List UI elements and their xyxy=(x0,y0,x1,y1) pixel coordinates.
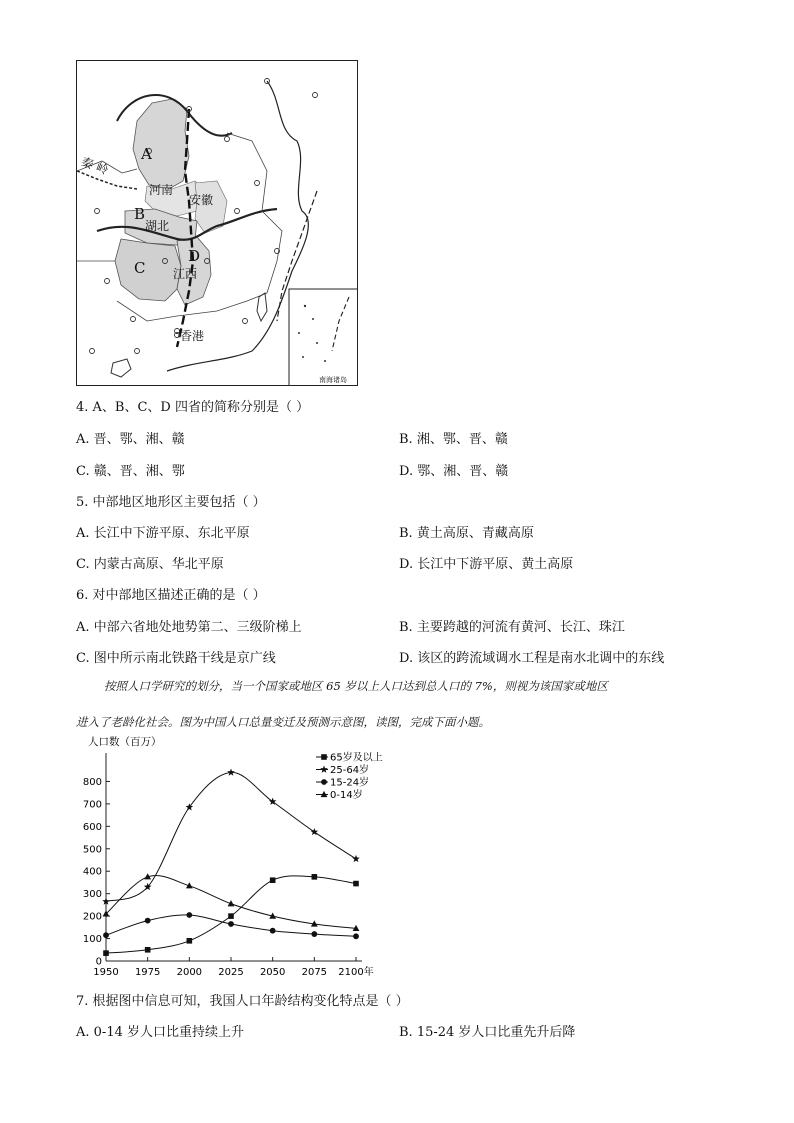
data-point-2 xyxy=(145,918,151,924)
question-4-option-d[interactable]: D. 鄂、湘、晋、赣 xyxy=(399,464,509,479)
data-point-0 xyxy=(353,881,359,887)
legend-label: 0-14岁 xyxy=(330,790,363,801)
map-label-c: C xyxy=(134,259,146,277)
map-label-b: B xyxy=(134,205,146,223)
south-china-sea-inset xyxy=(289,289,358,386)
data-point-0 xyxy=(145,947,151,953)
question-5-option-d[interactable]: D. 长江中下游平原、黄土高原 xyxy=(399,557,574,572)
question-7-stem: 7. 根据图中信息可知，我国人口年龄结构变化特点是（ ） xyxy=(76,994,409,1009)
y-tick-label: 800 xyxy=(82,776,102,788)
question-6-stem: 6. 对中部地区描述正确的是（ ） xyxy=(76,588,266,603)
map-label-jiangxi: 江西 xyxy=(173,267,198,281)
question-4-option-b[interactable]: B. 湘、鄂、晋、赣 xyxy=(399,432,508,447)
data-point-2 xyxy=(353,933,359,939)
question-6-option-d[interactable]: D. 该区的跨流域调水工程是南水北调中的东线 xyxy=(399,651,665,666)
x-tick-label: 2025 xyxy=(218,967,244,978)
map-drawing xyxy=(77,61,358,386)
legend-label: 15-24岁 xyxy=(330,777,370,789)
province-a-shape xyxy=(133,99,189,189)
qinling-mountains xyxy=(77,171,137,189)
map-label-hongkong: 香港 xyxy=(180,329,205,343)
chart-legend xyxy=(316,751,383,802)
map-label-henan: 河南 xyxy=(149,183,174,197)
data-point-0 xyxy=(187,938,193,944)
map-label-hubei: 湖北 xyxy=(145,219,170,233)
question-4-option-c[interactable]: C. 赣、晋、湘、鄂 xyxy=(76,464,185,479)
china-central-region-map xyxy=(76,60,358,386)
series-line-1 xyxy=(106,772,356,901)
data-point-2 xyxy=(228,921,234,927)
population-chart xyxy=(76,735,386,985)
legend-marker xyxy=(321,779,327,785)
question-5-stem: 5. 中部地区地形区主要包括（ ） xyxy=(76,495,266,510)
y-tick-label: 600 xyxy=(82,821,102,833)
question-6-option-b[interactable]: B. 主要跨越的河流有黄河、长江、珠江 xyxy=(399,620,625,635)
question-5-option-b[interactable]: B. 黄土高原、青藏高原 xyxy=(399,526,534,541)
question-4-option-a[interactable]: A. 晋、鄂、湘、赣 xyxy=(76,432,185,447)
legend-marker xyxy=(321,754,327,760)
question-5-option-c[interactable]: C. 内蒙古高原、华北平原 xyxy=(76,557,224,572)
question-4-stem: 4. A、B、C、D 四省的简称分别是（ ） xyxy=(76,400,310,415)
intro-line-2: 进入了老龄化社会。图为中国人口总量变迁及预测示意图，读图，完成下面小题。 xyxy=(76,715,490,729)
y-tick-label: 100 xyxy=(82,934,102,946)
legend-label: 25-64岁 xyxy=(330,765,370,776)
data-point-2 xyxy=(186,912,192,918)
data-point-0 xyxy=(228,913,234,919)
legend-marker xyxy=(320,766,328,773)
data-point-2 xyxy=(311,931,317,937)
intro-line-1: 按照人口学研究的划分，当一个国家或地区 65 岁以上人口达到总人口的 7%，则视为该国家或地区 xyxy=(104,679,608,693)
data-point-1 xyxy=(227,768,235,775)
x-tick-label: 2100年 xyxy=(338,967,374,978)
data-point-0 xyxy=(103,950,109,956)
province-c-shape xyxy=(115,239,181,301)
y-tick-label: 500 xyxy=(82,844,102,856)
y-tick-label: 400 xyxy=(82,866,102,878)
data-point-2 xyxy=(270,928,276,934)
question-7-option-b[interactable]: B. 15-24 岁人口比重先升后降 xyxy=(399,1025,576,1040)
question-7-option-a[interactable]: A. 0-14 岁人口比重持续上升 xyxy=(76,1025,244,1040)
data-point-0 xyxy=(270,877,276,883)
data-point-2 xyxy=(103,932,109,938)
y-tick-label: 200 xyxy=(82,911,102,923)
legend-label: 65岁及以上 xyxy=(330,752,383,764)
map-label-nanhai: 南海诸岛 xyxy=(319,376,347,384)
intro-paragraph xyxy=(76,668,716,740)
question-6-option-a[interactable]: A. 中部六省地处地势第二、三级阶梯上 xyxy=(76,620,302,635)
map-label-a: A xyxy=(141,145,152,163)
question-5-option-a[interactable]: A. 长江中下游平原、东北平原 xyxy=(76,526,250,541)
y-tick-label: 700 xyxy=(82,799,102,811)
x-tick-label: 2050 xyxy=(259,967,286,978)
y-tick-label: 0 xyxy=(95,956,102,968)
x-tick-label: 2075 xyxy=(301,967,328,978)
map-label-qinling: 秦 岭 xyxy=(79,154,111,178)
y-tick-label: 300 xyxy=(82,889,102,901)
chart-y-axis-label: 人口数（百万） xyxy=(88,736,162,748)
map-label-anhui: 安徽 xyxy=(189,193,214,207)
question-6-option-c[interactable]: C. 图中所示南北铁路干线是京广线 xyxy=(76,651,276,666)
x-tick-label: 2000 xyxy=(176,967,203,978)
map-label-d: D xyxy=(188,247,201,265)
data-point-1 xyxy=(352,855,360,862)
data-point-0 xyxy=(312,874,318,880)
x-tick-label: 1950 xyxy=(93,967,119,978)
x-tick-label: 1975 xyxy=(134,967,161,978)
